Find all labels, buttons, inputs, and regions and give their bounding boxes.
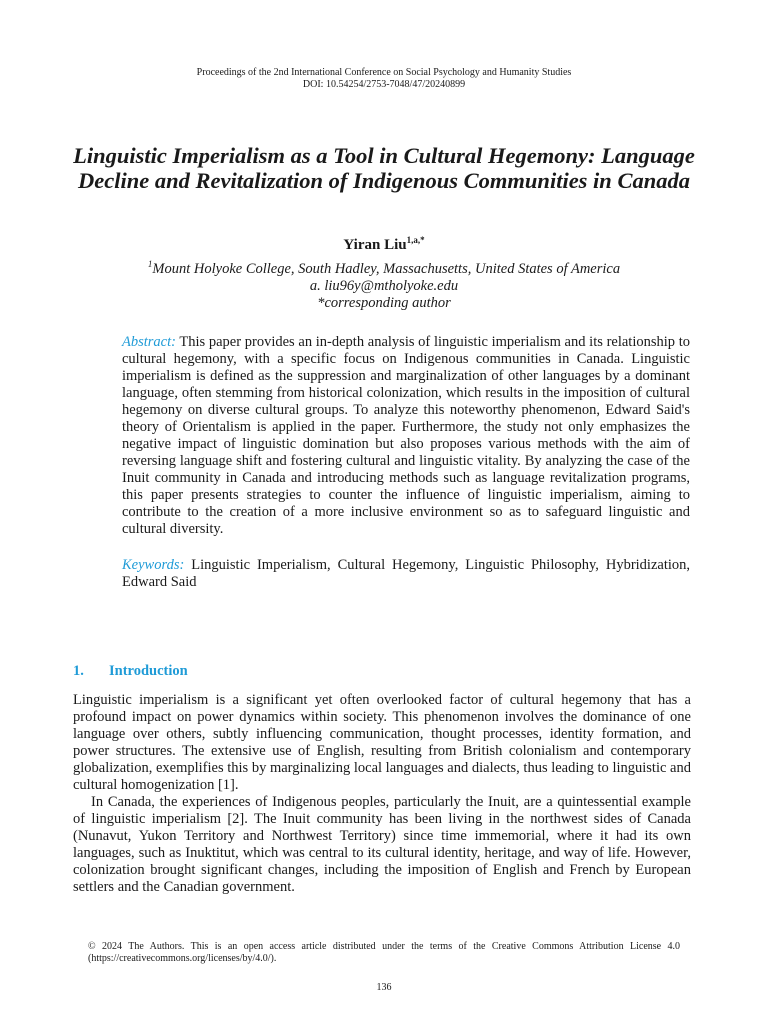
affiliation-institution-line [0, 261, 768, 278]
keywords [122, 557, 690, 591]
affiliation-block [0, 261, 768, 312]
running-header [0, 67, 768, 91]
license-footnote: © 2024 The Authors. This is an open access article distributed under the terms of the Creative Commons Attribution License 4.0 (https://creativecommons.org/licenses/by/4.0/). [88, 941, 680, 964]
author-email: a. liu96y@mtholyoke.edu [309, 278, 459, 294]
abstract [122, 334, 690, 538]
body-paragraph: In Canada, the experiences of Indigenous peoples, particularly the Inuit, are a quintessential example of linguistic imperialism [2]. The Inuit community has been living in the northwest sides of Canada (Nunavut, Yukon Territory and Northwest Territory) since time immemorial, where it had its own languages, such as Inuktitut, which was central to its cultural identity, heritage, and way of life. However, colonization brought significant changes, including the imposition of English and French by European settlers and the Canadian government. [73, 794, 691, 895]
section-title: Introduction [109, 663, 188, 679]
author-name: Yiran Liu [343, 237, 407, 253]
author-line [0, 237, 768, 254]
doi-line: DOI: 10.54254/2753-7048/47/20240899 [302, 79, 466, 90]
introduction-body [73, 692, 691, 896]
keywords-text: Linguistic Imperialism, Cultural Hegemony, Linguistic Philosophy, Hybridization, Edward Said [122, 557, 691, 590]
proceedings-line: Proceedings of the 2nd International Conference on Social Psychology and Humanity Studies [196, 67, 572, 78]
keywords-label: Keywords: [122, 557, 185, 573]
paper-title: Linguistic Imperialism as a Tool in Cultural Hegemony: Language Decline and Revitalization of Indigenous Communities in Canada [73, 143, 695, 193]
abstract-label: Abstract: [122, 334, 176, 350]
abstract-text: This paper provides an in-depth analysis of linguistic imperialism and its relationship to cultural hegemony, with a specific focus on Indigenous communities in Canada. Linguistic imperialism is defined as the suppression and marginalization of other languages by a dominant language, often stemming from historical colonization, which results in the imposition of cultural hegemony on diverse cultural groups. To analyze this noteworthy phenomenon, Edward Said's theory of Orientalism is applied in the paper. Furthermore, the study not only emphasizes the negative impact of linguistic domination but also proposes various methods with the aim of reversing language shift and fostering cultural and linguistic vitality. By analyzing the case of the Inuit community in Canada and introducing methods such as language revitalization programs, this paper presents strategies to counter the influence of linguistic imperialism, aiming to contribute to the creation of a more inclusive environment so as to safeguard linguistic and cultural diversity. [122, 334, 690, 537]
body-paragraph: Linguistic imperialism is a significant yet often overlooked factor of cultural hegemony that has a profound impact on power dynamics within society. This phenomenon involves the dominance of one language over others, subtly influencing communication, thought processes, identity formation, and power structures. The extensive use of English, resulting from British colonialism and contemporary globalization, exemplifies this by marginalizing local languages and dialects, thus leading to linguistic and cultural homogenization [1]. [73, 692, 691, 793]
section-number: 1. [73, 663, 84, 679]
affiliation-superscript: 1 [147, 259, 153, 270]
section-heading-introduction [73, 663, 188, 680]
author-superscript: 1,a,* [406, 235, 425, 245]
affiliation-institution: Mount Holyoke College, South Hadley, Massachusetts, United States of America [152, 261, 621, 277]
page-number: 136 [376, 982, 392, 993]
corresponding-author-note: *corresponding author [317, 295, 451, 311]
